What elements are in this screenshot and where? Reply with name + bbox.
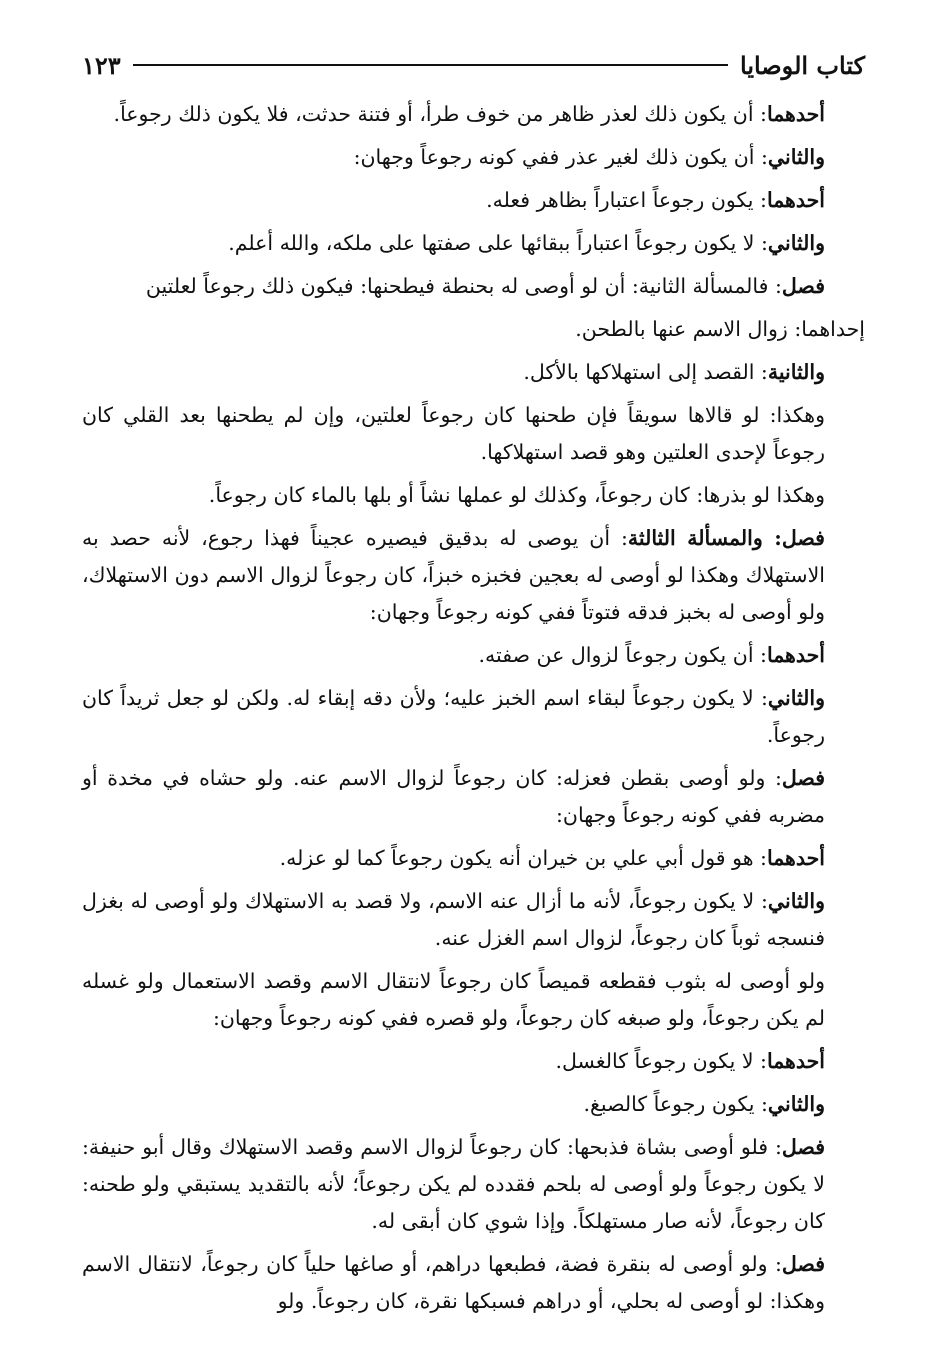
paragraph: [82, 760, 865, 834]
paragraph: [82, 225, 865, 262]
paragraph-label: فصل: [781, 1135, 825, 1159]
paragraph-label: فصل: والمسألة الثالثة: [627, 526, 825, 550]
paragraph: [82, 1129, 865, 1240]
paragraph-text: : هو قول أبي علي بن خيران أنه يكون رجوعاً كما لو عزله.: [279, 846, 767, 870]
paragraph-text: : لا يكون رجوعاً لبقاء اسم الخبز عليه؛ ولأن دقه إبقاء له. ولكن لو جعل ثريداً كان رجوعاً.: [82, 686, 825, 747]
paragraph: [82, 1043, 865, 1080]
paragraph: [82, 637, 865, 674]
paragraph: [82, 311, 865, 348]
paragraph: [82, 883, 865, 957]
paragraph-text: : يكون رجوعاً اعتباراً بظاهر فعله.: [486, 188, 767, 212]
paragraph-label: فصل: [781, 766, 825, 790]
paragraph-label: والثانية: [767, 360, 825, 384]
paragraph: [82, 139, 865, 176]
paragraph: [82, 1246, 865, 1320]
header-rule: [133, 64, 728, 66]
paragraph-label: أحدهما: [766, 846, 825, 870]
paragraph-text: : فلو أوصى بشاة فذبحها: كان رجوعاً لزوال الاسم وقصد الاستهلاك وقال أبو حنيفة: لا يكون رجوعاً ولو أوصى له بلحم فقدده لم يكن رجوعاً؛ لأنه بالتقديد يستبقي ولو طحنه: كان رجوعاً، لأنه صار مستهلكاً. وإذا شوي كان أبقى له.: [82, 1135, 825, 1233]
paragraph-label: والثاني: [767, 686, 825, 710]
paragraph: [82, 520, 865, 631]
paragraph-label: والثاني: [767, 889, 825, 913]
paragraph-text: ولو أوصى له بثوب فقطعه قميصاً كان رجوعاً لانتقال الاسم وقصد الاستعمال ولو غسله لم يكن رجوعاً، ولو صبغه كان رجوعاً، ولو قصره ففي كونه رجوعاً وجهان:: [82, 969, 825, 1030]
paragraph: [82, 354, 865, 391]
page-body: [82, 96, 865, 1320]
paragraph-text: : ولو أوصى بقطن فعزله: كان رجوعاً لزوال الاسم عنه. ولو حشاه في مخدة أو مضربه ففي كونه رجوعاً وجهان:: [82, 766, 825, 827]
paragraph: [82, 397, 865, 471]
paragraph-label: والثاني: [767, 1092, 825, 1116]
paragraph-text: : لا يكون رجوعاً، لأنه ما أزال عنه الاسم، ولا قصد به الاستهلاك ولو أوصى له بغزل فنسجه ثوباً كان رجوعاً، لزوال اسم الغزل عنه.: [82, 889, 825, 950]
paragraph: [82, 268, 865, 305]
paragraph: [82, 680, 865, 754]
page-number: ١٢٣: [82, 50, 121, 80]
paragraph-text: : يكون رجوعاً كالصبغ.: [583, 1092, 768, 1116]
paragraph-label: أحدهما: [766, 643, 825, 667]
paragraph-text: : ولو أوصى له بنقرة فضة، فطبعها دراهم، أو صاغها حلياً كان رجوعاً، لانتقال الاسم وهكذا: لو أوصى له بحلي، أو دراهم فسبكها نقرة، كان رجوعاً. ولو: [82, 1252, 825, 1313]
paragraph-text: : أن يكون ذلك لعذر ظاهر من خوف طرأ، أو فتنة حدثت، فلا يكون ذلك رجوعاً.: [113, 102, 767, 126]
paragraph-text: وهكذا لو بذرها: كان رجوعاً، وكذلك لو عملها نشاً أو بلها بالماء كان رجوعاً.: [208, 483, 825, 507]
paragraph: [82, 840, 865, 877]
paragraph-label: أحدهما: [766, 102, 825, 126]
paragraph-label: فصل: [781, 1252, 825, 1276]
paragraph-text: : القصد إلى استهلاكها بالأكل.: [523, 360, 768, 384]
paragraph-text: : فالمسألة الثانية: أن لو أوصى له بحنطة فيطحنها: فيكون ذلك رجوعاً لعلتين: [145, 274, 782, 298]
paragraph-label: أحدهما: [766, 1049, 825, 1073]
paragraph-text: : أن يكون ذلك لغير عذر ففي كونه رجوعاً وجهان:: [353, 145, 768, 169]
paragraph-label: فصل: [781, 274, 825, 298]
paragraph-label: والثاني: [767, 231, 825, 255]
paragraph: [82, 963, 865, 1037]
page-header: [82, 40, 865, 90]
paragraph-label: والثاني: [767, 145, 825, 169]
paragraph-text: : لا يكون رجوعاً كالغسل.: [555, 1049, 767, 1073]
paragraph: [82, 96, 865, 133]
paragraph: [82, 1086, 865, 1123]
paragraph-text: : لا يكون رجوعاً اعتباراً ببقائها على صفتها على ملكه، والله أعلم.: [228, 231, 768, 255]
paragraph-text: : أن يكون رجوعاً لزوال عن صفته.: [478, 643, 767, 667]
paragraph-text: : أن يوصى له بدقيق فيصيره عجيناً فهذا رجوع، لأنه حصد به الاستهلاك وهكذا لو أوصى له بعجين فخبزه خبزاً، كان رجوعاً لزوال الاسم دون الاستهلاك، ولو أوصى له بخبز فدقه فتوتاً ففي كونه رجوعاً وجهان:: [82, 526, 825, 624]
paragraph: [82, 182, 865, 219]
paragraph-label: أحدهما: [766, 188, 825, 212]
paragraph-text: إحداهما: زوال الاسم عنها بالطحن.: [575, 317, 865, 341]
paragraph: [82, 477, 865, 514]
running-title: كتاب الوصايا: [740, 50, 865, 80]
paragraph-text: وهكذا: لو قالاها سويقاً فإن طحنها كان رجوعاً لعلتين، وإن لم يطحنها بعد القلي كان رجوعاً لإحدى العلتين وهو قصد استهلاكها.: [82, 403, 825, 464]
